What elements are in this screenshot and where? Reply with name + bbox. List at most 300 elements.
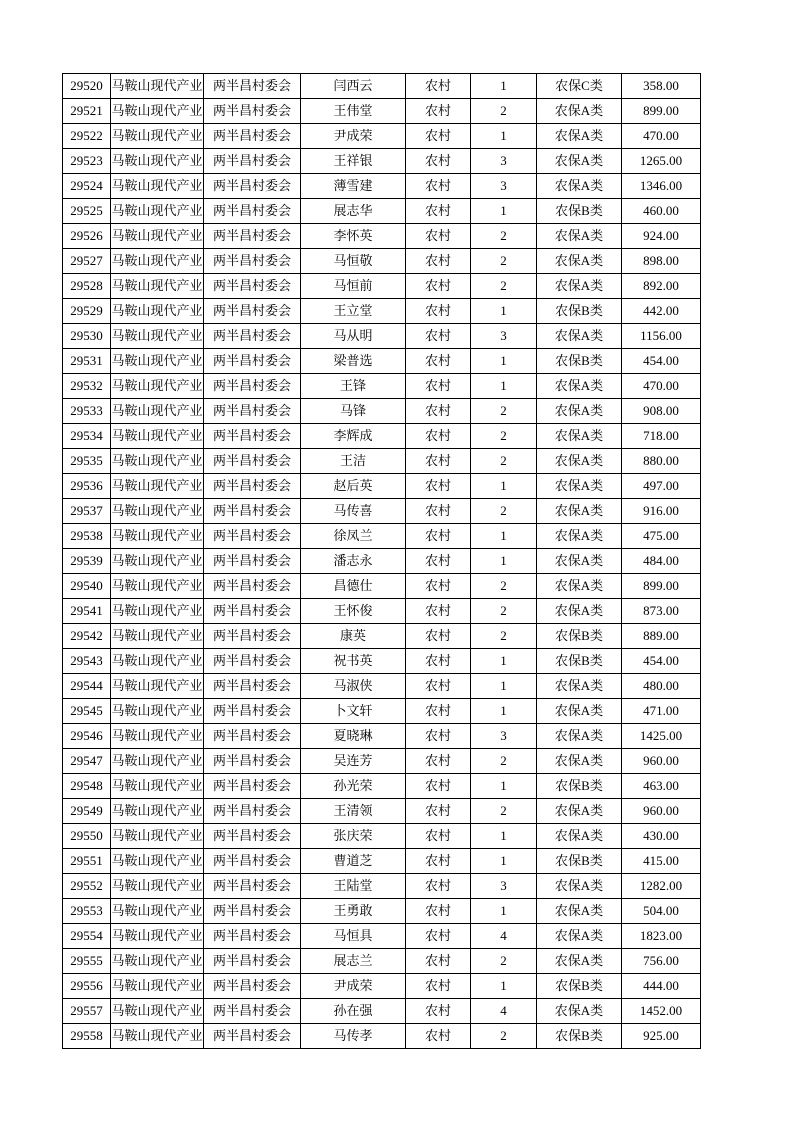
cell-residence-type: 农村 bbox=[406, 899, 471, 924]
cell-amount: 358.00 bbox=[622, 74, 701, 99]
cell-amount: 1452.00 bbox=[622, 999, 701, 1024]
cell-organization: 马鞍山现代产业 bbox=[111, 974, 204, 999]
cell-residence-type: 农村 bbox=[406, 724, 471, 749]
table-row bbox=[63, 874, 701, 899]
cell-serial-number: 29550 bbox=[63, 824, 111, 849]
cell-amount: 1823.00 bbox=[622, 924, 701, 949]
cell-organization: 马鞍山现代产业 bbox=[111, 399, 204, 424]
table-row bbox=[63, 474, 701, 499]
cell-person-name: 王勇敢 bbox=[301, 899, 406, 924]
cell-serial-number: 29536 bbox=[63, 474, 111, 499]
cell-organization: 马鞍山现代产业 bbox=[111, 199, 204, 224]
table-row bbox=[63, 99, 701, 124]
cell-village-committee: 两半昌村委会 bbox=[204, 74, 301, 99]
cell-insurance-category: 农保A类 bbox=[537, 699, 622, 724]
cell-person-count: 2 bbox=[471, 1024, 537, 1049]
cell-insurance-category: 农保B类 bbox=[537, 199, 622, 224]
cell-amount: 899.00 bbox=[622, 99, 701, 124]
cell-person-name: 王立堂 bbox=[301, 299, 406, 324]
cell-person-name: 王清领 bbox=[301, 799, 406, 824]
cell-organization: 马鞍山现代产业 bbox=[111, 524, 204, 549]
cell-organization: 马鞍山现代产业 bbox=[111, 449, 204, 474]
cell-amount: 880.00 bbox=[622, 449, 701, 474]
table-row bbox=[63, 124, 701, 149]
cell-amount: 442.00 bbox=[622, 299, 701, 324]
cell-village-committee: 两半昌村委会 bbox=[204, 474, 301, 499]
cell-organization: 马鞍山现代产业 bbox=[111, 899, 204, 924]
cell-insurance-category: 农保A类 bbox=[537, 549, 622, 574]
cell-insurance-category: 农保A类 bbox=[537, 799, 622, 824]
cell-insurance-category: 农保A类 bbox=[537, 424, 622, 449]
cell-insurance-category: 农保A类 bbox=[537, 99, 622, 124]
cell-amount: 756.00 bbox=[622, 949, 701, 974]
cell-person-count: 3 bbox=[471, 874, 537, 899]
cell-person-count: 2 bbox=[471, 424, 537, 449]
cell-village-committee: 两半昌村委会 bbox=[204, 774, 301, 799]
cell-amount: 1282.00 bbox=[622, 874, 701, 899]
table-row bbox=[63, 849, 701, 874]
cell-serial-number: 29533 bbox=[63, 399, 111, 424]
cell-insurance-category: 农保A类 bbox=[537, 149, 622, 174]
cell-village-committee: 两半昌村委会 bbox=[204, 674, 301, 699]
cell-serial-number: 29546 bbox=[63, 724, 111, 749]
cell-person-name: 闫西云 bbox=[301, 74, 406, 99]
cell-residence-type: 农村 bbox=[406, 474, 471, 499]
cell-amount: 873.00 bbox=[622, 599, 701, 624]
cell-amount: 892.00 bbox=[622, 274, 701, 299]
cell-village-committee: 两半昌村委会 bbox=[204, 424, 301, 449]
cell-person-count: 1 bbox=[471, 374, 537, 399]
table-row bbox=[63, 424, 701, 449]
cell-insurance-category: 农保B类 bbox=[537, 299, 622, 324]
cell-residence-type: 农村 bbox=[406, 324, 471, 349]
cell-amount: 1346.00 bbox=[622, 174, 701, 199]
table-row bbox=[63, 549, 701, 574]
cell-village-committee: 两半昌村委会 bbox=[204, 1024, 301, 1049]
table-row bbox=[63, 949, 701, 974]
cell-organization: 马鞍山现代产业 bbox=[111, 624, 204, 649]
cell-village-committee: 两半昌村委会 bbox=[204, 199, 301, 224]
cell-person-name: 赵后英 bbox=[301, 474, 406, 499]
cell-serial-number: 29552 bbox=[63, 874, 111, 899]
table-row bbox=[63, 349, 701, 374]
cell-organization: 马鞍山现代产业 bbox=[111, 874, 204, 899]
cell-amount: 960.00 bbox=[622, 749, 701, 774]
cell-residence-type: 农村 bbox=[406, 399, 471, 424]
cell-insurance-category: 农保A类 bbox=[537, 824, 622, 849]
cell-amount: 444.00 bbox=[622, 974, 701, 999]
cell-organization: 马鞍山现代产业 bbox=[111, 74, 204, 99]
cell-person-count: 3 bbox=[471, 149, 537, 174]
cell-amount: 916.00 bbox=[622, 499, 701, 524]
cell-serial-number: 29548 bbox=[63, 774, 111, 799]
cell-residence-type: 农村 bbox=[406, 74, 471, 99]
cell-village-committee: 两半昌村委会 bbox=[204, 174, 301, 199]
cell-person-name: 薄雪建 bbox=[301, 174, 406, 199]
cell-organization: 马鞍山现代产业 bbox=[111, 999, 204, 1024]
cell-serial-number: 29556 bbox=[63, 974, 111, 999]
cell-person-name: 王伟堂 bbox=[301, 99, 406, 124]
table-row bbox=[63, 824, 701, 849]
cell-person-count: 4 bbox=[471, 999, 537, 1024]
cell-insurance-category: 农保A类 bbox=[537, 274, 622, 299]
cell-residence-type: 农村 bbox=[406, 274, 471, 299]
cell-person-count: 2 bbox=[471, 249, 537, 274]
cell-serial-number: 29523 bbox=[63, 149, 111, 174]
cell-insurance-category: 农保A类 bbox=[537, 374, 622, 399]
cell-residence-type: 农村 bbox=[406, 624, 471, 649]
table-row bbox=[63, 724, 701, 749]
cell-person-name: 马传孝 bbox=[301, 1024, 406, 1049]
cell-person-name: 吴连芳 bbox=[301, 749, 406, 774]
cell-amount: 960.00 bbox=[622, 799, 701, 824]
cell-village-committee: 两半昌村委会 bbox=[204, 374, 301, 399]
cell-serial-number: 29543 bbox=[63, 649, 111, 674]
cell-residence-type: 农村 bbox=[406, 499, 471, 524]
cell-residence-type: 农村 bbox=[406, 674, 471, 699]
cell-person-name: 马淑侠 bbox=[301, 674, 406, 699]
cell-serial-number: 29520 bbox=[63, 74, 111, 99]
cell-village-committee: 两半昌村委会 bbox=[204, 624, 301, 649]
cell-village-committee: 两半昌村委会 bbox=[204, 324, 301, 349]
cell-serial-number: 29525 bbox=[63, 199, 111, 224]
cell-residence-type: 农村 bbox=[406, 349, 471, 374]
cell-insurance-category: 农保A类 bbox=[537, 324, 622, 349]
cell-village-committee: 两半昌村委会 bbox=[204, 949, 301, 974]
table-body bbox=[63, 74, 701, 1049]
cell-village-committee: 两半昌村委会 bbox=[204, 549, 301, 574]
table-row bbox=[63, 649, 701, 674]
cell-person-count: 1 bbox=[471, 974, 537, 999]
cell-person-name: 尹成荣 bbox=[301, 974, 406, 999]
cell-serial-number: 29531 bbox=[63, 349, 111, 374]
cell-serial-number: 29541 bbox=[63, 599, 111, 624]
cell-serial-number: 29547 bbox=[63, 749, 111, 774]
cell-village-committee: 两半昌村委会 bbox=[204, 899, 301, 924]
cell-amount: 899.00 bbox=[622, 574, 701, 599]
cell-residence-type: 农村 bbox=[406, 424, 471, 449]
cell-serial-number: 29526 bbox=[63, 224, 111, 249]
cell-serial-number: 29555 bbox=[63, 949, 111, 974]
cell-organization: 马鞍山现代产业 bbox=[111, 99, 204, 124]
cell-residence-type: 农村 bbox=[406, 299, 471, 324]
cell-person-count: 4 bbox=[471, 924, 537, 949]
cell-person-count: 2 bbox=[471, 799, 537, 824]
cell-person-name: 马恒前 bbox=[301, 274, 406, 299]
cell-amount: 908.00 bbox=[622, 399, 701, 424]
cell-residence-type: 农村 bbox=[406, 124, 471, 149]
cell-insurance-category: 农保A类 bbox=[537, 999, 622, 1024]
cell-serial-number: 29534 bbox=[63, 424, 111, 449]
cell-insurance-category: 农保A类 bbox=[537, 924, 622, 949]
cell-insurance-category: 农保A类 bbox=[537, 499, 622, 524]
cell-residence-type: 农村 bbox=[406, 99, 471, 124]
cell-insurance-category: 农保A类 bbox=[537, 749, 622, 774]
cell-person-count: 3 bbox=[471, 724, 537, 749]
cell-person-name: 徐凤兰 bbox=[301, 524, 406, 549]
cell-residence-type: 农村 bbox=[406, 799, 471, 824]
cell-serial-number: 29521 bbox=[63, 99, 111, 124]
cell-village-committee: 两半昌村委会 bbox=[204, 449, 301, 474]
cell-person-name: 展志兰 bbox=[301, 949, 406, 974]
cell-residence-type: 农村 bbox=[406, 924, 471, 949]
cell-village-committee: 两半昌村委会 bbox=[204, 699, 301, 724]
cell-organization: 马鞍山现代产业 bbox=[111, 124, 204, 149]
cell-amount: 718.00 bbox=[622, 424, 701, 449]
cell-organization: 马鞍山现代产业 bbox=[111, 674, 204, 699]
cell-residence-type: 农村 bbox=[406, 174, 471, 199]
cell-residence-type: 农村 bbox=[406, 699, 471, 724]
cell-serial-number: 29545 bbox=[63, 699, 111, 724]
cell-organization: 马鞍山现代产业 bbox=[111, 774, 204, 799]
cell-person-count: 1 bbox=[471, 649, 537, 674]
cell-person-name: 王怀俊 bbox=[301, 599, 406, 624]
cell-residence-type: 农村 bbox=[406, 774, 471, 799]
cell-organization: 马鞍山现代产业 bbox=[111, 724, 204, 749]
cell-village-committee: 两半昌村委会 bbox=[204, 649, 301, 674]
cell-residence-type: 农村 bbox=[406, 149, 471, 174]
cell-village-committee: 两半昌村委会 bbox=[204, 874, 301, 899]
cell-person-name: 曹道芝 bbox=[301, 849, 406, 874]
cell-village-committee: 两半昌村委会 bbox=[204, 999, 301, 1024]
cell-person-name: 王祥银 bbox=[301, 149, 406, 174]
cell-insurance-category: 农保A类 bbox=[537, 399, 622, 424]
cell-person-name: 李怀英 bbox=[301, 224, 406, 249]
cell-serial-number: 29551 bbox=[63, 849, 111, 874]
cell-insurance-category: 农保A类 bbox=[537, 899, 622, 924]
table-row bbox=[63, 799, 701, 824]
cell-serial-number: 29528 bbox=[63, 274, 111, 299]
table-row bbox=[63, 249, 701, 274]
cell-village-committee: 两半昌村委会 bbox=[204, 224, 301, 249]
cell-person-name: 尹成荣 bbox=[301, 124, 406, 149]
table-row bbox=[63, 274, 701, 299]
cell-person-name: 展志华 bbox=[301, 199, 406, 224]
cell-amount: 470.00 bbox=[622, 374, 701, 399]
cell-amount: 463.00 bbox=[622, 774, 701, 799]
cell-person-count: 2 bbox=[471, 574, 537, 599]
cell-insurance-category: 农保A类 bbox=[537, 674, 622, 699]
cell-organization: 马鞍山现代产业 bbox=[111, 649, 204, 674]
cell-person-count: 1 bbox=[471, 199, 537, 224]
cell-serial-number: 29540 bbox=[63, 574, 111, 599]
cell-organization: 马鞍山现代产业 bbox=[111, 824, 204, 849]
cell-serial-number: 29529 bbox=[63, 299, 111, 324]
cell-residence-type: 农村 bbox=[406, 749, 471, 774]
cell-person-count: 2 bbox=[471, 274, 537, 299]
cell-village-committee: 两半昌村委会 bbox=[204, 924, 301, 949]
table-row bbox=[63, 974, 701, 999]
cell-amount: 471.00 bbox=[622, 699, 701, 724]
table-row bbox=[63, 149, 701, 174]
cell-person-name: 康英 bbox=[301, 624, 406, 649]
cell-residence-type: 农村 bbox=[406, 949, 471, 974]
cell-person-name: 马恒具 bbox=[301, 924, 406, 949]
cell-person-name: 马传喜 bbox=[301, 499, 406, 524]
table-row bbox=[63, 524, 701, 549]
cell-serial-number: 29530 bbox=[63, 324, 111, 349]
cell-village-committee: 两半昌村委会 bbox=[204, 99, 301, 124]
cell-amount: 1265.00 bbox=[622, 149, 701, 174]
cell-organization: 马鞍山现代产业 bbox=[111, 149, 204, 174]
cell-person-name: 梁普选 bbox=[301, 349, 406, 374]
cell-serial-number: 29537 bbox=[63, 499, 111, 524]
cell-insurance-category: 农保A类 bbox=[537, 174, 622, 199]
cell-person-name: 李辉成 bbox=[301, 424, 406, 449]
cell-amount: 1425.00 bbox=[622, 724, 701, 749]
cell-residence-type: 农村 bbox=[406, 849, 471, 874]
table-row bbox=[63, 224, 701, 249]
cell-amount: 504.00 bbox=[622, 899, 701, 924]
cell-person-count: 2 bbox=[471, 224, 537, 249]
cell-village-committee: 两半昌村委会 bbox=[204, 124, 301, 149]
cell-person-name: 孙光荣 bbox=[301, 774, 406, 799]
cell-serial-number: 29539 bbox=[63, 549, 111, 574]
cell-insurance-category: 农保A类 bbox=[537, 724, 622, 749]
cell-amount: 898.00 bbox=[622, 249, 701, 274]
cell-person-name: 夏晓琳 bbox=[301, 724, 406, 749]
cell-residence-type: 农村 bbox=[406, 874, 471, 899]
cell-serial-number: 29544 bbox=[63, 674, 111, 699]
cell-organization: 马鞍山现代产业 bbox=[111, 574, 204, 599]
cell-person-name: 卜文轩 bbox=[301, 699, 406, 724]
table-row bbox=[63, 499, 701, 524]
cell-person-count: 3 bbox=[471, 324, 537, 349]
cell-organization: 马鞍山现代产业 bbox=[111, 949, 204, 974]
cell-residence-type: 农村 bbox=[406, 574, 471, 599]
cell-residence-type: 农村 bbox=[406, 599, 471, 624]
cell-insurance-category: 农保B类 bbox=[537, 974, 622, 999]
cell-person-name: 王锋 bbox=[301, 374, 406, 399]
cell-residence-type: 农村 bbox=[406, 549, 471, 574]
cell-amount: 889.00 bbox=[622, 624, 701, 649]
cell-serial-number: 29532 bbox=[63, 374, 111, 399]
cell-person-name: 张庆荣 bbox=[301, 824, 406, 849]
cell-person-name: 昌德仕 bbox=[301, 574, 406, 599]
cell-residence-type: 农村 bbox=[406, 199, 471, 224]
cell-village-committee: 两半昌村委会 bbox=[204, 599, 301, 624]
cell-amount: 430.00 bbox=[622, 824, 701, 849]
table-row bbox=[63, 1024, 701, 1049]
cell-insurance-category: 农保A类 bbox=[537, 449, 622, 474]
cell-serial-number: 29524 bbox=[63, 174, 111, 199]
cell-insurance-category: 农保C类 bbox=[537, 74, 622, 99]
cell-serial-number: 29538 bbox=[63, 524, 111, 549]
cell-amount: 475.00 bbox=[622, 524, 701, 549]
cell-person-name: 祝书英 bbox=[301, 649, 406, 674]
cell-organization: 马鞍山现代产业 bbox=[111, 224, 204, 249]
cell-person-name: 孙在强 bbox=[301, 999, 406, 1024]
cell-person-count: 1 bbox=[471, 124, 537, 149]
payment-table bbox=[62, 73, 701, 1049]
table-row bbox=[63, 774, 701, 799]
cell-village-committee: 两半昌村委会 bbox=[204, 349, 301, 374]
cell-serial-number: 29549 bbox=[63, 799, 111, 824]
cell-residence-type: 农村 bbox=[406, 524, 471, 549]
cell-village-committee: 两半昌村委会 bbox=[204, 299, 301, 324]
cell-organization: 马鞍山现代产业 bbox=[111, 174, 204, 199]
cell-person-name: 王陆堂 bbox=[301, 874, 406, 899]
cell-serial-number: 29557 bbox=[63, 999, 111, 1024]
cell-village-committee: 两半昌村委会 bbox=[204, 149, 301, 174]
table-row bbox=[63, 374, 701, 399]
cell-insurance-category: 农保A类 bbox=[537, 599, 622, 624]
cell-amount: 924.00 bbox=[622, 224, 701, 249]
cell-village-committee: 两半昌村委会 bbox=[204, 799, 301, 824]
cell-person-count: 1 bbox=[471, 824, 537, 849]
cell-person-count: 2 bbox=[471, 749, 537, 774]
cell-person-count: 1 bbox=[471, 774, 537, 799]
cell-village-committee: 两半昌村委会 bbox=[204, 274, 301, 299]
cell-person-count: 3 bbox=[471, 174, 537, 199]
cell-village-committee: 两半昌村委会 bbox=[204, 399, 301, 424]
cell-village-committee: 两半昌村委会 bbox=[204, 974, 301, 999]
cell-organization: 马鞍山现代产业 bbox=[111, 349, 204, 374]
cell-organization: 马鞍山现代产业 bbox=[111, 374, 204, 399]
cell-insurance-category: 农保A类 bbox=[537, 574, 622, 599]
cell-person-count: 2 bbox=[471, 599, 537, 624]
table-row bbox=[63, 399, 701, 424]
table-row bbox=[63, 199, 701, 224]
cell-insurance-category: 农保A类 bbox=[537, 949, 622, 974]
cell-person-name: 马从明 bbox=[301, 324, 406, 349]
cell-person-count: 1 bbox=[471, 74, 537, 99]
table-row bbox=[63, 749, 701, 774]
cell-serial-number: 29535 bbox=[63, 449, 111, 474]
table-row bbox=[63, 999, 701, 1024]
cell-organization: 马鞍山现代产业 bbox=[111, 699, 204, 724]
cell-amount: 497.00 bbox=[622, 474, 701, 499]
cell-village-committee: 两半昌村委会 bbox=[204, 724, 301, 749]
table-row bbox=[63, 299, 701, 324]
cell-amount: 480.00 bbox=[622, 674, 701, 699]
cell-organization: 马鞍山现代产业 bbox=[111, 849, 204, 874]
cell-village-committee: 两半昌村委会 bbox=[204, 249, 301, 274]
cell-insurance-category: 农保B类 bbox=[537, 649, 622, 674]
table-row bbox=[63, 599, 701, 624]
cell-amount: 925.00 bbox=[622, 1024, 701, 1049]
cell-serial-number: 29542 bbox=[63, 624, 111, 649]
table-row bbox=[63, 74, 701, 99]
table-row bbox=[63, 674, 701, 699]
cell-organization: 马鞍山现代产业 bbox=[111, 249, 204, 274]
cell-serial-number: 29554 bbox=[63, 924, 111, 949]
cell-person-count: 2 bbox=[471, 399, 537, 424]
cell-person-count: 1 bbox=[471, 474, 537, 499]
cell-amount: 454.00 bbox=[622, 649, 701, 674]
table-row bbox=[63, 624, 701, 649]
cell-person-count: 2 bbox=[471, 449, 537, 474]
cell-residence-type: 农村 bbox=[406, 649, 471, 674]
cell-residence-type: 农村 bbox=[406, 999, 471, 1024]
cell-organization: 马鞍山现代产业 bbox=[111, 599, 204, 624]
cell-insurance-category: 农保B类 bbox=[537, 349, 622, 374]
cell-residence-type: 农村 bbox=[406, 224, 471, 249]
cell-person-count: 2 bbox=[471, 949, 537, 974]
cell-organization: 马鞍山现代产业 bbox=[111, 1024, 204, 1049]
cell-person-count: 1 bbox=[471, 299, 537, 324]
cell-organization: 马鞍山现代产业 bbox=[111, 324, 204, 349]
cell-person-count: 2 bbox=[471, 499, 537, 524]
cell-person-count: 1 bbox=[471, 524, 537, 549]
cell-amount: 454.00 bbox=[622, 349, 701, 374]
cell-serial-number: 29522 bbox=[63, 124, 111, 149]
cell-amount: 460.00 bbox=[622, 199, 701, 224]
cell-amount: 1156.00 bbox=[622, 324, 701, 349]
cell-village-committee: 两半昌村委会 bbox=[204, 499, 301, 524]
cell-insurance-category: 农保B类 bbox=[537, 624, 622, 649]
cell-person-name: 潘志永 bbox=[301, 549, 406, 574]
